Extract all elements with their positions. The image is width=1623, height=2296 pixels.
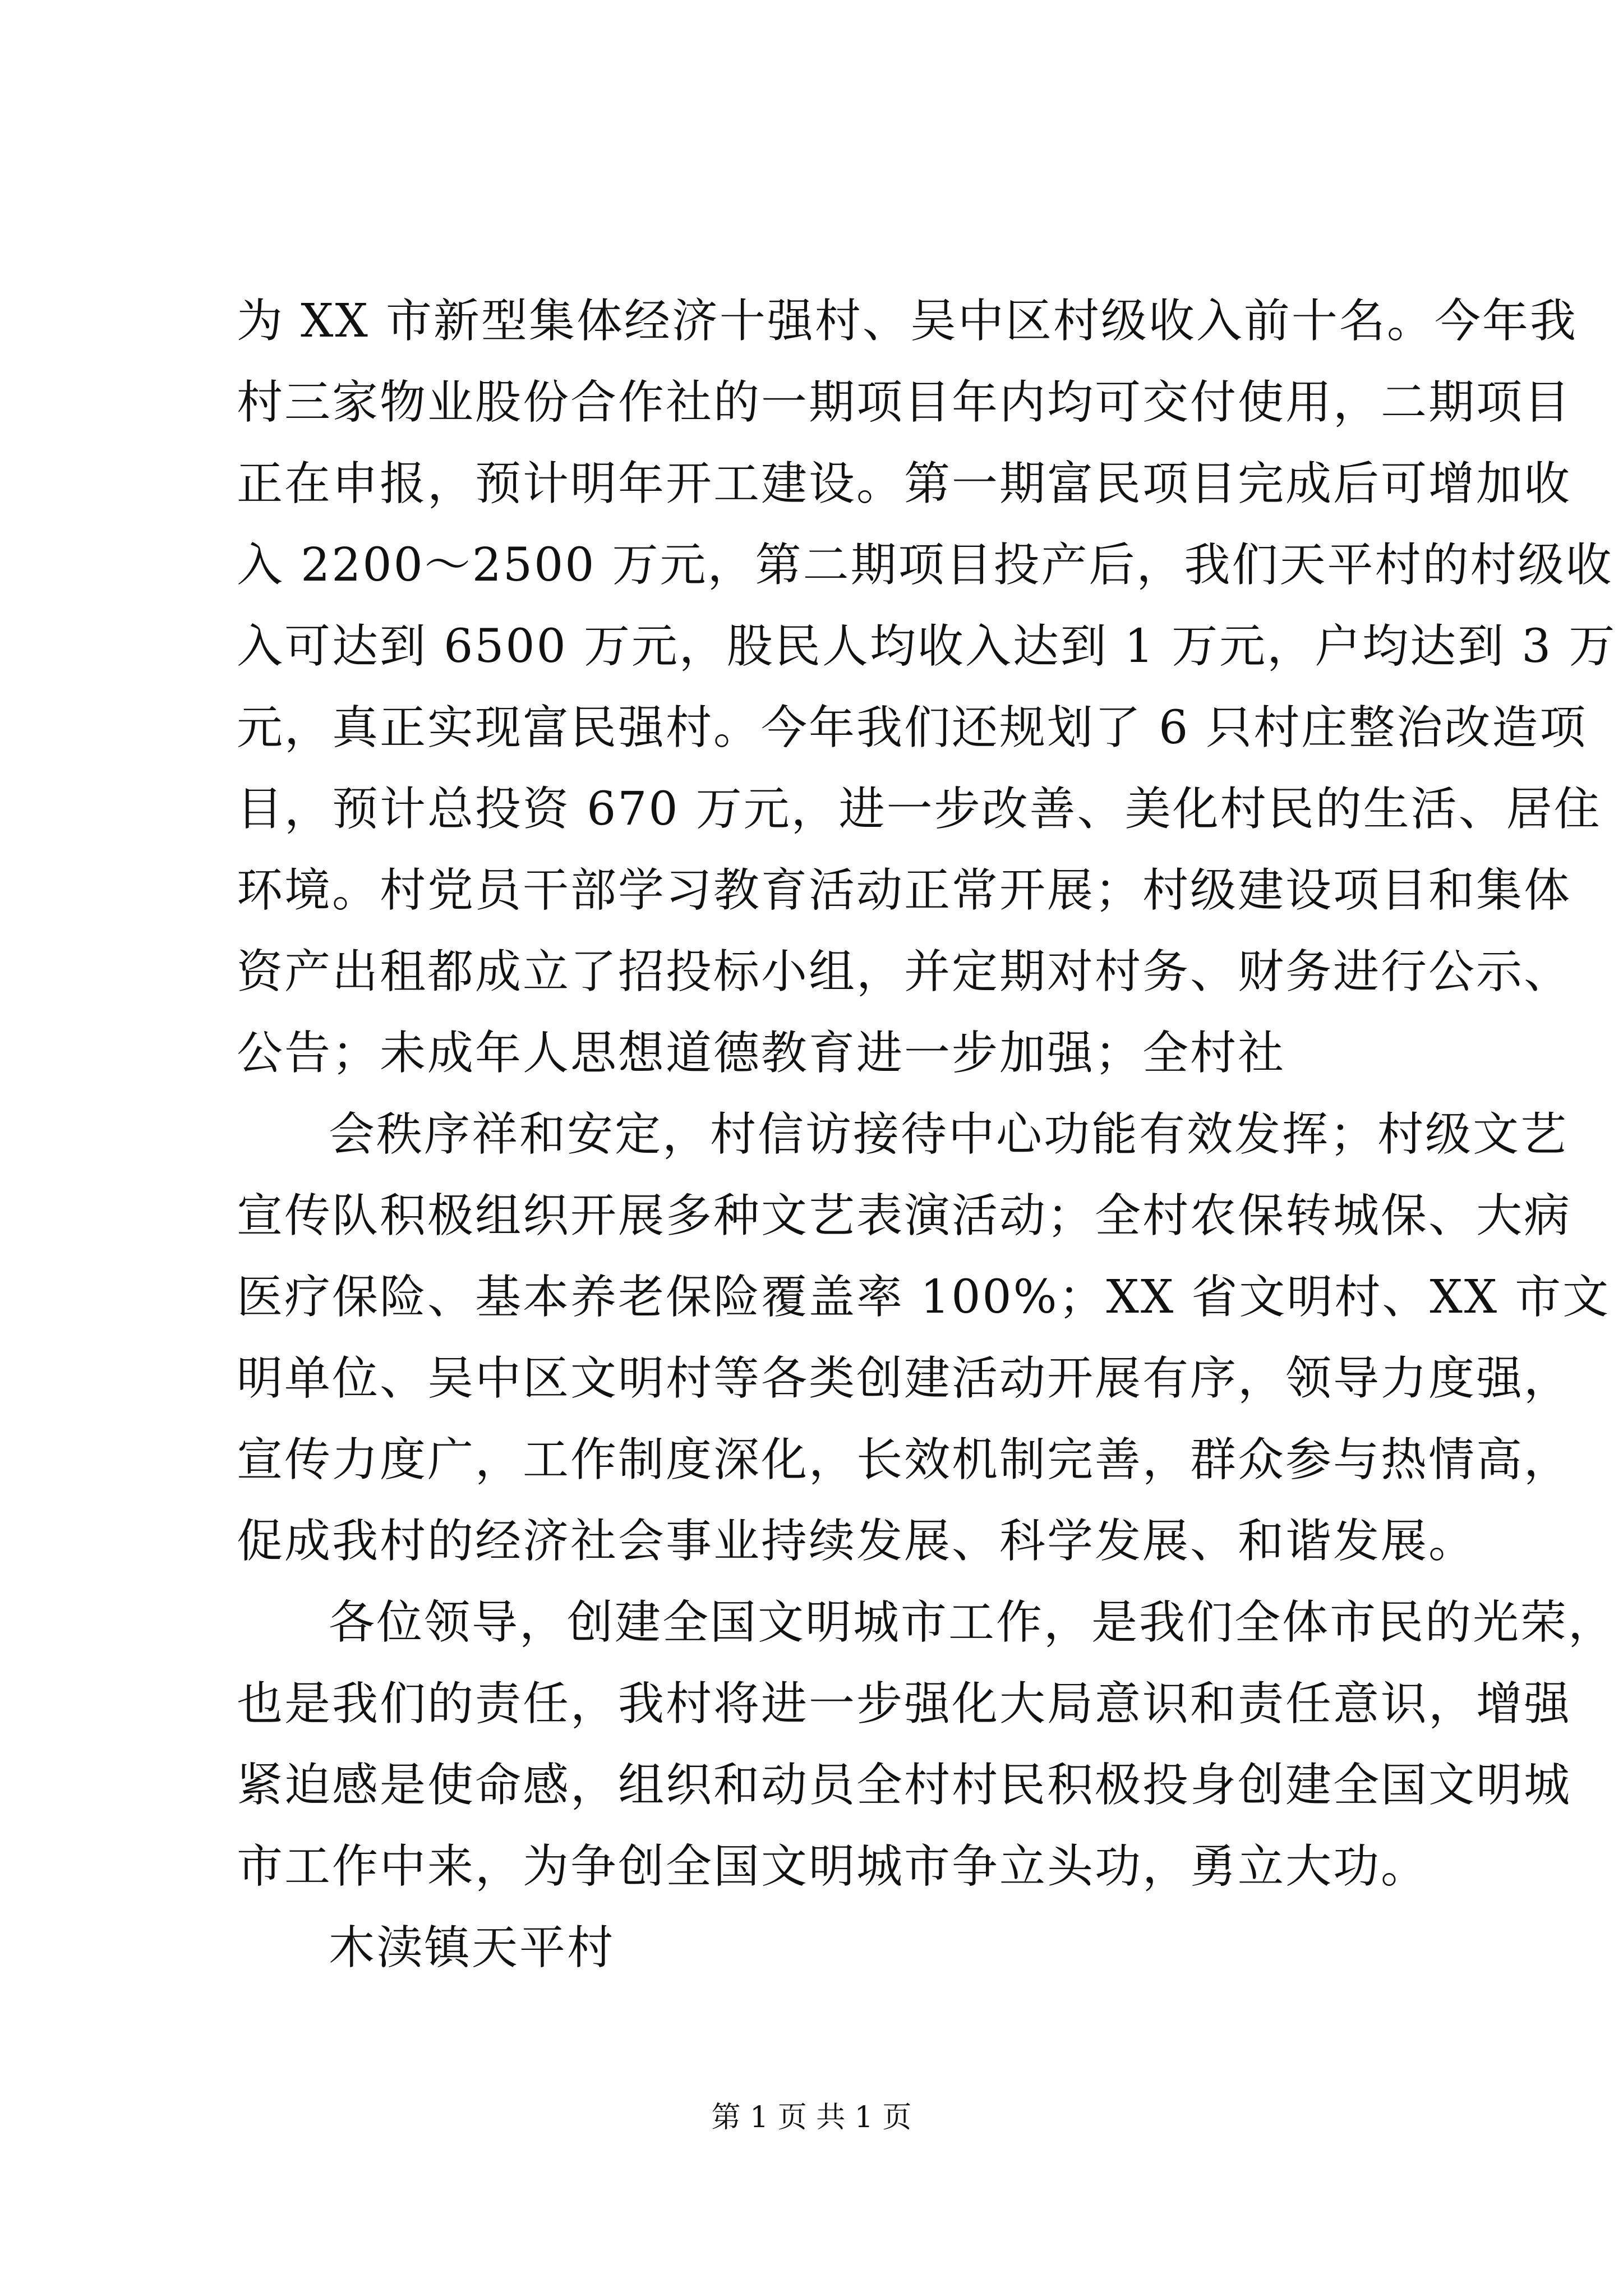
text-line: 正在申报，预计明年开工建设。第一期富民项目完成后可增加收 [237, 457, 1572, 510]
text-line: 为 XX 市新型集体经济十强村、吴中区村级收入前十名。今年我 [237, 295, 1578, 348]
text-line: 元，真正实现富民强村。今年我们还规划了 6 只村庄整治改造项 [237, 701, 1588, 754]
text-line: 入可达到 6500 万元，股民人均收入达到 1 万元，户均达到 3 万 [237, 620, 1617, 673]
text-line: 医疗保险、基本养老保险覆盖率 100%；XX 省文明村、XX 市文 [237, 1271, 1611, 1324]
paragraph-3 [237, 1582, 1616, 1907]
text-line: 会秩序祥和安定，村信访接待中心功能有效发挥；村级文艺 [329, 1108, 1569, 1161]
text-line: 也是我们的责任，我村将进一步强化大局意识和责任意识，增强 [237, 1677, 1572, 1731]
page-footer: 第 1 页 共 1 页 [711, 2101, 912, 2134]
text-line: 市工作中来，为争创全国文明城市争立头功，勇立大功。 [237, 1840, 1429, 1893]
paragraph-1 [237, 280, 1617, 1094]
text-line: 宣传力度广，工作制度深化，长效机制完善，群众参与热情高， [237, 1433, 1572, 1487]
text-line: 资产出租都成立了招投标小组，并定期对村务、财务进行公示、 [237, 945, 1572, 999]
text-line: 入 2200～2500 万元，第二期项目投产后，我们天平村的村级收 [237, 539, 1613, 592]
text-line: 各位领导，创建全国文明城市工作，是我们全体市民的光荣， [329, 1596, 1616, 1649]
signature: 木渎镇天平村 [329, 1921, 615, 1975]
document-body [237, 280, 1617, 1989]
text-line: 村三家物业股份合作社的一期项目年内均可交付使用，二期项目 [237, 376, 1572, 429]
text-line: 公告；未成年人思想道德教育进一步加强；全村社 [237, 1027, 1286, 1080]
text-line: 宣传队积极组织开展多种文艺表演活动；全村农保转城保、大病 [237, 1189, 1572, 1243]
text-line: 明单位、吴中区文明村等各类创建活动开展有序，领导力度强， [237, 1352, 1572, 1405]
text-line: 紧迫感是使命感，组织和动员全村村民积极投身创建全国文明城 [237, 1759, 1572, 1812]
text-line: 环境。村党员干部学习教育活动正常开展；村级建设项目和集体 [237, 864, 1572, 917]
paragraph-2 [237, 1094, 1611, 1582]
text-line: 目，预计总投资 670 万元，进一步改善、美化村民的生活、居住 [237, 783, 1602, 836]
text-line: 促成我村的经济社会事业持续发展、科学发展、和谐发展。 [237, 1515, 1477, 1568]
